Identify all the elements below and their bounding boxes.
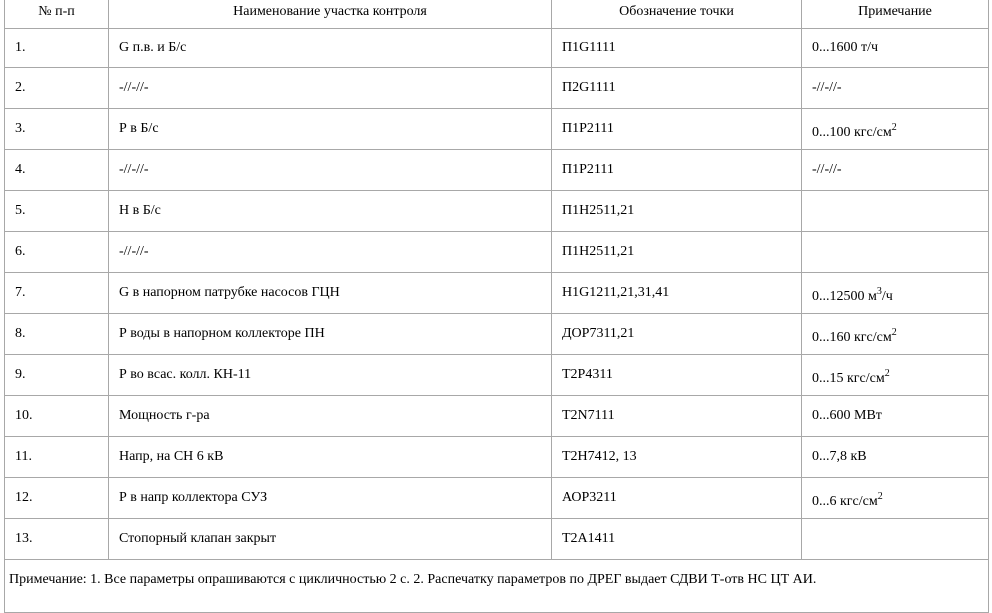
row-point-designation-text: Т2Р4311 [562,367,613,382]
row-control-section-name-text: Р в напр коллектора СУЗ [119,490,268,505]
row-control-section-name-text: G п.в. и Б/с [119,40,187,55]
row-note-superscript: 2 [884,368,890,379]
table-row [5,29,989,68]
row-control-section-name-text: -//-//- [119,80,149,95]
row-number-text: 4. [15,162,26,177]
row-control-section-name [109,29,552,68]
row-number-text: 6. [15,244,26,259]
row-point-designation-text: Т2А1411 [562,531,616,546]
table-row [5,68,989,109]
row-point-designation-text: Н1G1211,21,31,41 [562,285,670,300]
row-control-section-name-text: -//-//- [119,244,149,259]
row-number-text: 2. [15,80,26,95]
row-point-designation [552,150,802,191]
row-point-designation-text: Т2Н7412, 13 [562,449,637,464]
table-row [5,478,989,519]
row-number [5,232,109,273]
row-point-designation-text: П1G1111 [562,40,616,55]
row-control-section-name [109,355,552,396]
row-note-text: 0...7,8 кВ [812,449,867,464]
row-note-text: 0...12500 м [812,289,877,304]
row-note [802,437,989,478]
table-row [5,396,989,437]
table-row [5,355,989,396]
row-point-designation [552,29,802,68]
row-note-superscript: 2 [891,122,897,133]
row-number-text: 1. [15,40,26,55]
row-note-text: 0...6 кгс/см [812,494,878,509]
header-note: Примечание [802,0,989,29]
row-control-section-name-text: Мощность г-ра [119,408,210,423]
row-number [5,109,109,150]
row-control-section-name [109,478,552,519]
row-number-text: 7. [15,285,26,300]
table-row [5,232,989,273]
table-footnote: Примечание: 1. Все параметры опрашиваются с цикличностью 2 с. 2. Распечатку параметров по ДРЕГ выдает СДВИ Т-отв НС ЦТ АИ. [5,560,989,613]
row-number [5,437,109,478]
row-control-section-name [109,68,552,109]
table-header-row [5,0,989,29]
header-number: № п-п [5,0,109,29]
table-row [5,314,989,355]
table-row [5,150,989,191]
row-point-designation-text: Т2N7111 [562,408,615,423]
row-control-section-name-text: Р в Б/с [119,121,159,136]
row-number-text: 11. [15,449,32,464]
row-note [802,482,989,523]
row-control-section-name [109,314,552,355]
table-row [5,191,989,232]
parameters-table-container [4,0,988,613]
row-point-designation [552,273,802,314]
row-note [802,318,989,359]
row-note [802,396,989,437]
row-point-designation [552,519,802,560]
row-number [5,68,109,109]
row-point-designation [552,396,802,437]
row-number-text: 8. [15,326,26,341]
row-point-designation-text: ДОР7311,21 [562,326,635,341]
row-control-section-name [109,150,552,191]
row-point-designation-text: П1Н2511,21 [562,203,635,218]
row-point-designation-text: П2G1111 [562,80,616,95]
row-note-text: -//-//- [812,80,842,95]
row-number [5,478,109,519]
row-control-section-name [109,232,552,273]
row-point-designation [552,314,802,355]
row-number-text: 13. [15,531,33,546]
row-note-text: 0...15 кгс/см [812,371,885,386]
row-number [5,396,109,437]
row-control-section-name-text: Н в Б/с [119,203,161,218]
table-row [5,109,989,150]
parameters-table [4,0,989,613]
row-note [802,359,989,400]
row-point-designation [552,355,802,396]
row-number [5,519,109,560]
row-note [802,29,989,68]
row-note [802,232,989,273]
row-number [5,29,109,68]
table-row [5,519,989,560]
row-point-designation-text: П1Н2511,21 [562,244,635,259]
row-control-section-name-text: Р во всас. колл. КН-11 [119,367,252,382]
row-number [5,273,109,314]
row-control-section-name-text: G в напорном патрубке насосов ГЦН [119,285,340,300]
row-note-text: 0...1600 т/ч [812,40,879,55]
row-point-designation [552,478,802,519]
row-number [5,150,109,191]
row-note [802,150,989,191]
row-point-designation [552,68,802,109]
row-note-superscript: 2 [891,327,897,338]
row-note [802,519,989,560]
row-control-section-name-text: Стопорный клапан закрыт [119,531,277,546]
row-point-designation-text: П1Р2111 [562,162,614,177]
row-control-section-name [109,437,552,478]
table-row [5,437,989,478]
row-control-section-name-text: -//-//- [119,162,149,177]
row-point-designation [552,191,802,232]
row-note-superscript: 3 [876,286,882,297]
row-number-text: 12. [15,490,33,505]
header-control-section-name: Наименование участка контроля [109,0,552,29]
row-point-designation [552,232,802,273]
row-number [5,355,109,396]
row-note [802,277,989,318]
row-number-text: 10. [15,408,33,423]
table-row [5,273,989,314]
row-point-designation [552,109,802,150]
row-control-section-name [109,519,552,560]
row-note-text: 0...160 кгс/см [812,330,892,345]
row-note [802,191,989,232]
row-control-section-name [109,396,552,437]
row-note-text: -//-//- [812,162,842,177]
row-note-text: 0...100 кгс/см [812,125,892,140]
row-number [5,314,109,355]
row-control-section-name [109,109,552,150]
header-point-designation: Обозначение точки [552,0,802,29]
row-note-superscript: 2 [877,491,883,502]
row-control-section-name-text: Р воды в напорном коллекторе ПН [119,326,325,341]
row-point-designation [552,437,802,478]
row-note [802,113,989,154]
row-number-text: 3. [15,121,26,136]
row-point-designation-text: АОР3211 [562,490,617,505]
row-number [5,191,109,232]
row-note-text: 0...600 МВт [812,408,882,423]
footnote-row [5,560,989,613]
row-number-text: 9. [15,367,26,382]
row-number-text: 5. [15,203,26,218]
row-point-designation-text: П1Р2111 [562,121,614,136]
row-control-section-name-text: Напр, на СН 6 кВ [119,449,224,464]
row-note-unit-tail: /ч [881,289,893,304]
row-control-section-name [109,273,552,314]
row-note [802,68,989,109]
row-control-section-name [109,191,552,232]
